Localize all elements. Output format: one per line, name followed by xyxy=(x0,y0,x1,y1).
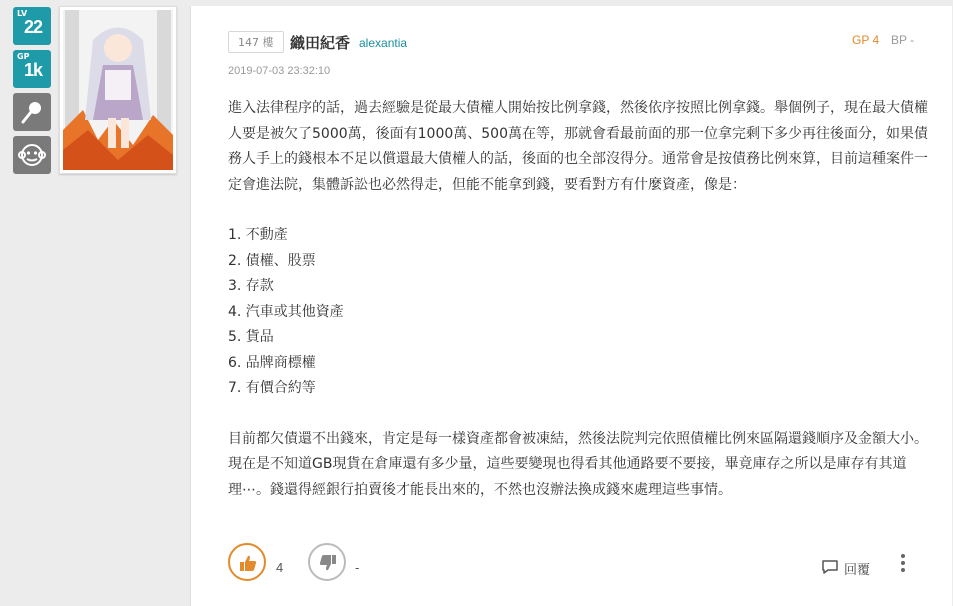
thumbs-down-icon xyxy=(319,554,337,572)
level-badge[interactable] xyxy=(13,7,51,45)
dislike-button[interactable] xyxy=(308,543,346,581)
author-id[interactable]: alexantia xyxy=(359,36,408,50)
thumbs-up-icon xyxy=(239,554,257,572)
post-paragraph-2: 目前都欠債還不出錢來，肯定是每一樣資產都會被凍結，然後法院判完依照債權比例來區隔還錢順序及金額大小。現在是不知道GB現貨在倉庫還有多少量，這些要變現也得看其他通路要不要接，畢竟庫存之所以是庫存有其道理⋯。錢還得經銀行拍賣後才能長出來的，不然也沒辦法換成錢來處理這些事情。 xyxy=(228,430,928,498)
gp-value: 1k xyxy=(24,60,43,80)
avatar-illustration xyxy=(63,10,173,170)
like-button[interactable] xyxy=(228,543,266,581)
list-item: 3. 存款 xyxy=(228,278,274,294)
gp-badge[interactable] xyxy=(13,50,51,88)
floor-number[interactable]: 147 樓 xyxy=(228,31,284,53)
bp-score: BP - xyxy=(891,33,915,47)
list-item: 7. 有價合約等 xyxy=(228,380,316,396)
post-content xyxy=(228,96,928,503)
dislike-count: - xyxy=(355,560,360,575)
gp-score: GP 4 xyxy=(852,33,880,47)
forum-post xyxy=(190,6,952,606)
list-item: 2. 債權、股票 xyxy=(228,252,316,269)
monkey-face-icon xyxy=(18,141,46,169)
level-caption: LV xyxy=(17,9,28,18)
microphone-icon xyxy=(18,98,46,126)
comment-icon xyxy=(821,559,839,575)
post-paragraph-1: 進入法律程序的話，過去經驗是從最大債權人開始按比例拿錢，然後依序按照比例拿錢。舉個例子，現在最大債權人要是被欠了5000萬，後面有1000萬、500萬在等，那就會看最前面的那一位拿完剩下多少再往後面分，如果債務人手上的錢根本不足以償還最大債權人的話，後面的也全部沒得分。通常會是按債務比例來算，目前這種案件一定會進法院，集體訴訟也必然得走，但能不能拿到錢，要看對方有什麼資產，像是： xyxy=(228,100,928,193)
like-count: 4 xyxy=(276,560,284,575)
monkey-face-badge[interactable] xyxy=(13,136,51,174)
user-sidebar xyxy=(0,0,190,603)
avatar[interactable] xyxy=(59,6,177,174)
list-item: 5. 貨品 xyxy=(228,329,274,345)
level-value: 22 xyxy=(24,17,43,37)
list-item: 4. 汽車或其他資產 xyxy=(228,303,344,320)
post-timestamp: 2019-07-03 23:32:10 xyxy=(228,65,331,77)
list-item: 1. 不動產 xyxy=(228,227,288,243)
gp-caption: GP xyxy=(17,52,30,61)
author-name[interactable]: 織田紀香 xyxy=(290,34,351,52)
microphone-badge[interactable] xyxy=(13,93,51,131)
list-item: 6. 品牌商標權 xyxy=(228,354,316,371)
more-vertical-icon[interactable] xyxy=(898,554,908,574)
reply-label: 回覆 xyxy=(844,563,871,578)
